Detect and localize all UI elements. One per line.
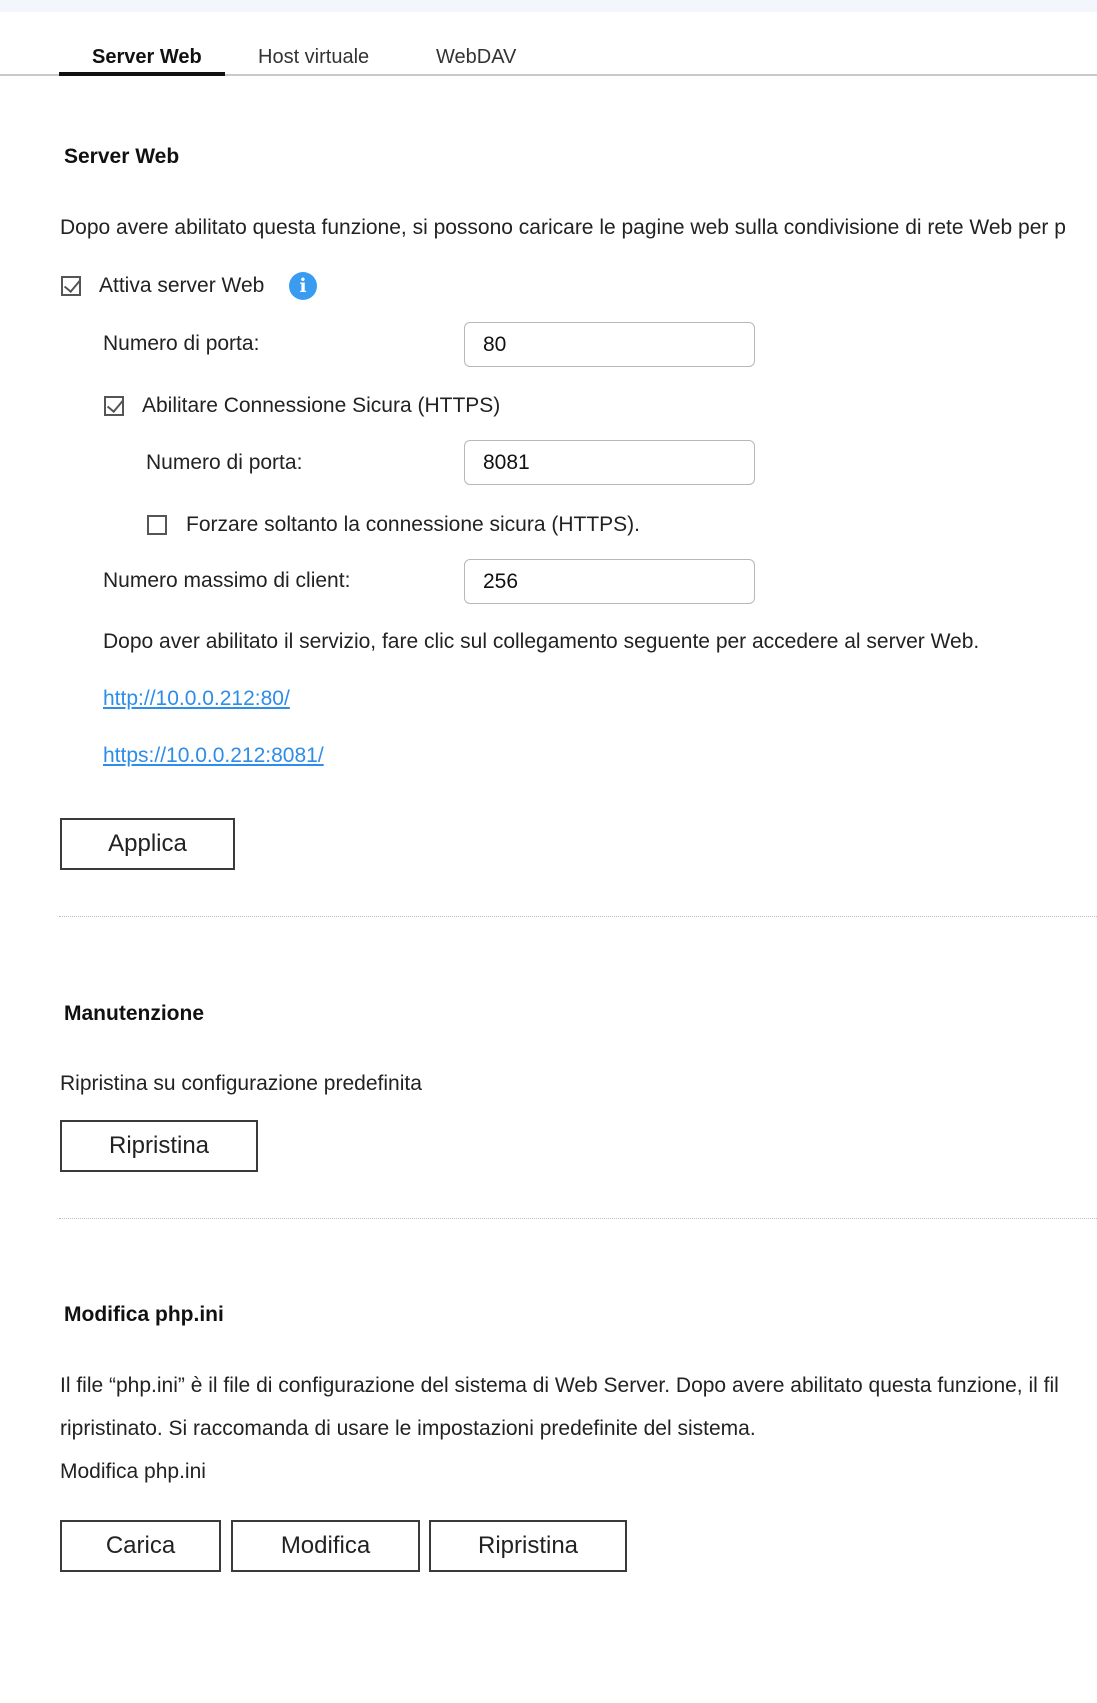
upload-button[interactable]: Carica — [60, 1520, 221, 1572]
phpini-sub-label: Modifica php.ini — [60, 1460, 206, 1483]
restore-default-button[interactable]: Ripristina — [60, 1120, 258, 1172]
https-port-label: Numero di porta: — [146, 451, 303, 474]
force-https-checkbox[interactable] — [147, 515, 167, 535]
enable-webserver-checkbox[interactable] — [61, 276, 81, 296]
https-link[interactable]: https://10.0.0.212:8081/ — [103, 744, 324, 767]
max-clients-input[interactable] — [464, 559, 755, 604]
top-strip — [0, 0, 1097, 12]
active-tab-indicator — [59, 72, 225, 76]
section-divider — [59, 1218, 1097, 1219]
access-hint-text: Dopo aver abilitato il servizio, fare clic sul collegamento seguente per accedere al server Web. — [103, 630, 980, 653]
tab-server-web[interactable]: Server Web — [92, 46, 202, 68]
maintenance-description: Ripristina su configurazione predefinita — [60, 1072, 422, 1095]
enable-https-checkbox[interactable] — [104, 396, 124, 416]
edit-button[interactable]: Modifica — [231, 1520, 420, 1572]
phpini-description-line2: ripristinato. Si raccomanda di usare le impostazioni predefinite del sistema. — [60, 1417, 756, 1440]
tab-host-virtuale[interactable]: Host virtuale — [258, 46, 370, 68]
port-label: Numero di porta: — [103, 332, 260, 355]
section-title-maintenance: Manutenzione — [64, 1002, 204, 1025]
info-icon[interactable]: i — [289, 272, 317, 300]
apply-button[interactable]: Applica — [60, 818, 235, 870]
https-port-input[interactable] — [464, 440, 755, 485]
restore-phpini-button[interactable]: Ripristina — [429, 1520, 627, 1572]
server-web-description: Dopo avere abilitato questa funzione, si possono caricare le pagine web sulla condivisione di rete Web per p — [60, 216, 1066, 239]
tab-bar — [0, 12, 1097, 76]
enable-webserver-label: Attiva server Web — [99, 274, 265, 297]
force-https-label: Forzare soltanto la connessione sicura (HTTPS). — [186, 513, 641, 536]
port-input[interactable] — [464, 322, 755, 367]
enable-https-label: Abilitare Connessione Sicura (HTTPS) — [142, 394, 501, 417]
section-title-phpini: Modifica php.ini — [64, 1303, 224, 1326]
section-divider — [59, 916, 1097, 917]
phpini-description-line1: Il file “php.ini” è il file di configurazione del sistema di Web Server. Dopo avere abilitato questa funzione, il fil — [60, 1374, 1059, 1397]
http-link[interactable]: http://10.0.0.212:80/ — [103, 687, 290, 710]
tab-webdav[interactable]: WebDAV — [436, 46, 517, 68]
max-clients-label: Numero massimo di client: — [103, 569, 351, 592]
section-title-server-web: Server Web — [64, 145, 180, 168]
